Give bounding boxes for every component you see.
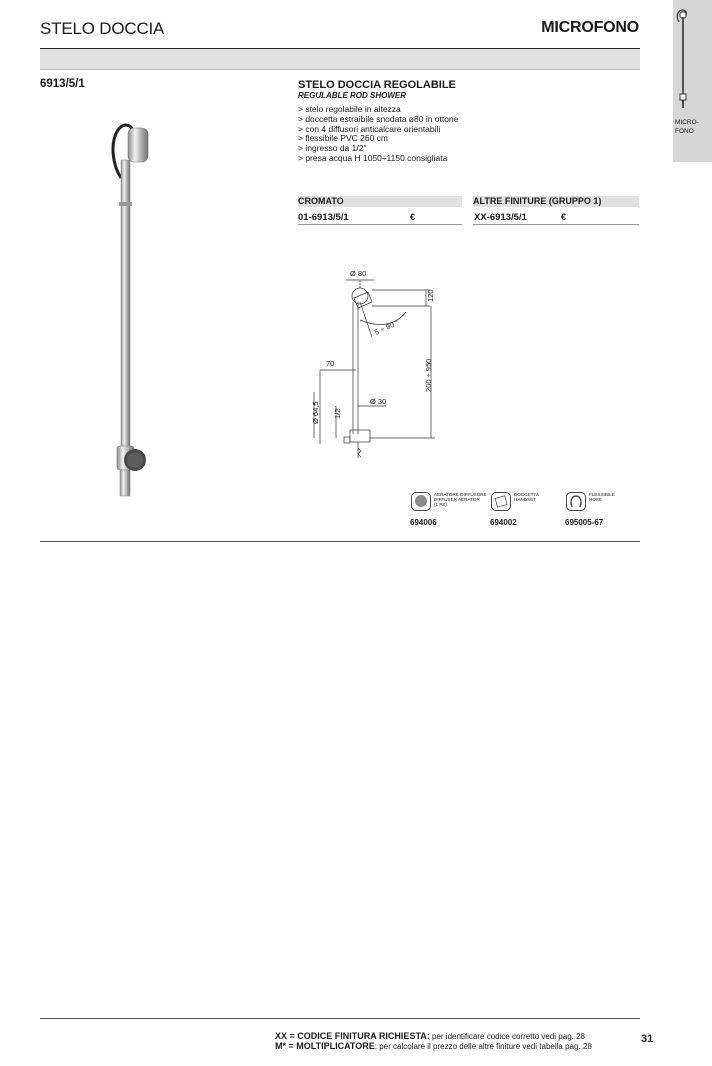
dim-diameter-64: Ø 64,5: [311, 401, 320, 424]
other-price-currency: €: [561, 212, 567, 222]
feature-item: > ingresso da 1/2": [298, 143, 367, 154]
finish-header-chrome-label: CROMATO: [298, 196, 344, 206]
footer-m-key: M*: [275, 1041, 286, 1051]
page-title: STELO DOCCIA: [40, 19, 165, 38]
dim-diameter-80: Ø 80: [350, 269, 367, 278]
footer-divider: [40, 1018, 640, 1019]
feature-item: > stelo regolabile in altezza: [298, 104, 401, 114]
product-title: STELO DOCCIA REGOLABILE: [298, 79, 456, 91]
finish-header-other: [473, 196, 639, 207]
footer-xx-key: XX: [275, 1031, 288, 1041]
finish-row-line: [298, 224, 462, 225]
feature-item: > flessibile PVC 260 cm: [298, 133, 388, 144]
dim-width-70: 70: [326, 359, 335, 368]
finish-header-other-label: ALTRE FINITURE (GRUPPO 1): [473, 196, 602, 206]
section-divider: [40, 541, 640, 542]
feature-item: > con 4 diffusori anticalcare orientabili: [298, 123, 441, 134]
accessory-code: 694002: [490, 518, 517, 527]
dim-height-200-950: 200 ÷ 950: [424, 358, 433, 392]
hose-icon: [566, 492, 586, 511]
product-photo-rod-shower: [104, 116, 160, 500]
dim-height-120: 120: [426, 289, 435, 302]
technical-drawing: [300, 262, 450, 472]
footer-note-xx: [275, 1031, 585, 1041]
header-gray-bar: [40, 49, 640, 70]
aerator-icon: [411, 492, 431, 511]
side-tab-label-line1: MICRO-: [675, 119, 699, 126]
accessory-label-line: FLESSIBILE: [589, 492, 615, 497]
other-finish-code: XX-6913/5/1: [474, 212, 527, 223]
accessory-label-line: HANDSET: [514, 497, 536, 503]
handset-icon: [491, 492, 511, 511]
dim-diameter-30: Ø 30: [370, 397, 387, 406]
chrome-code: 01-6913/5/1: [298, 212, 349, 223]
side-tab-label: [675, 118, 699, 136]
feature-list: [298, 105, 458, 164]
product-code: 6913/5/1: [40, 78, 85, 90]
finish-row-line: [473, 224, 639, 225]
accessory-label-line: DOCCETTA: [514, 492, 539, 497]
accessory-label-line: (1 PZ): [434, 502, 447, 508]
side-tab-label-line2: FONO: [675, 128, 694, 135]
chrome-price-currency: €: [410, 212, 416, 222]
footer-m-text: : per calcolare il prezzo delle altre finiture vedi tabella pag. 28: [374, 1042, 592, 1051]
section-title: MICROFONO: [541, 19, 639, 36]
finish-header-chrome: [298, 196, 462, 207]
dim-angle: 5 ÷ 90 °: [373, 317, 401, 337]
feature-item: > presa acqua H 1050÷1150 consigliata: [298, 152, 448, 163]
shower-rod-thumbnail-icon: [673, 0, 712, 112]
accessory-label-line: DIFFUSER AERATOR: [434, 497, 480, 503]
footer-xx-text: per identificare codice corretto vedi pag. 28: [429, 1032, 585, 1041]
section-side-tab[interactable]: [673, 0, 712, 162]
footer-note-m: [275, 1041, 592, 1051]
feature-item: > doccetta estraibile snodata ø80 in ottone: [298, 113, 459, 124]
accessory-label: [589, 492, 615, 502]
page-number: 31: [641, 1033, 654, 1045]
dim-half-inch: 1/2": [333, 405, 342, 419]
footer-m-label: = MOLTIPLICATORE: [286, 1041, 375, 1051]
accessory-label-line: HOSE: [589, 497, 603, 503]
accessory-code: 694006: [410, 518, 437, 527]
accessory-label-line: AERATORE DIFFUSORE: [434, 492, 487, 497]
accessory-label: [434, 492, 487, 508]
accessory-label: [514, 492, 539, 502]
product-subtitle: REGULABLE ROD SHOWER: [298, 91, 406, 100]
footer-xx-label: = CODICE FINITURA RICHIESTA:: [287, 1031, 430, 1041]
accessory-code: 695005-67: [565, 518, 604, 527]
